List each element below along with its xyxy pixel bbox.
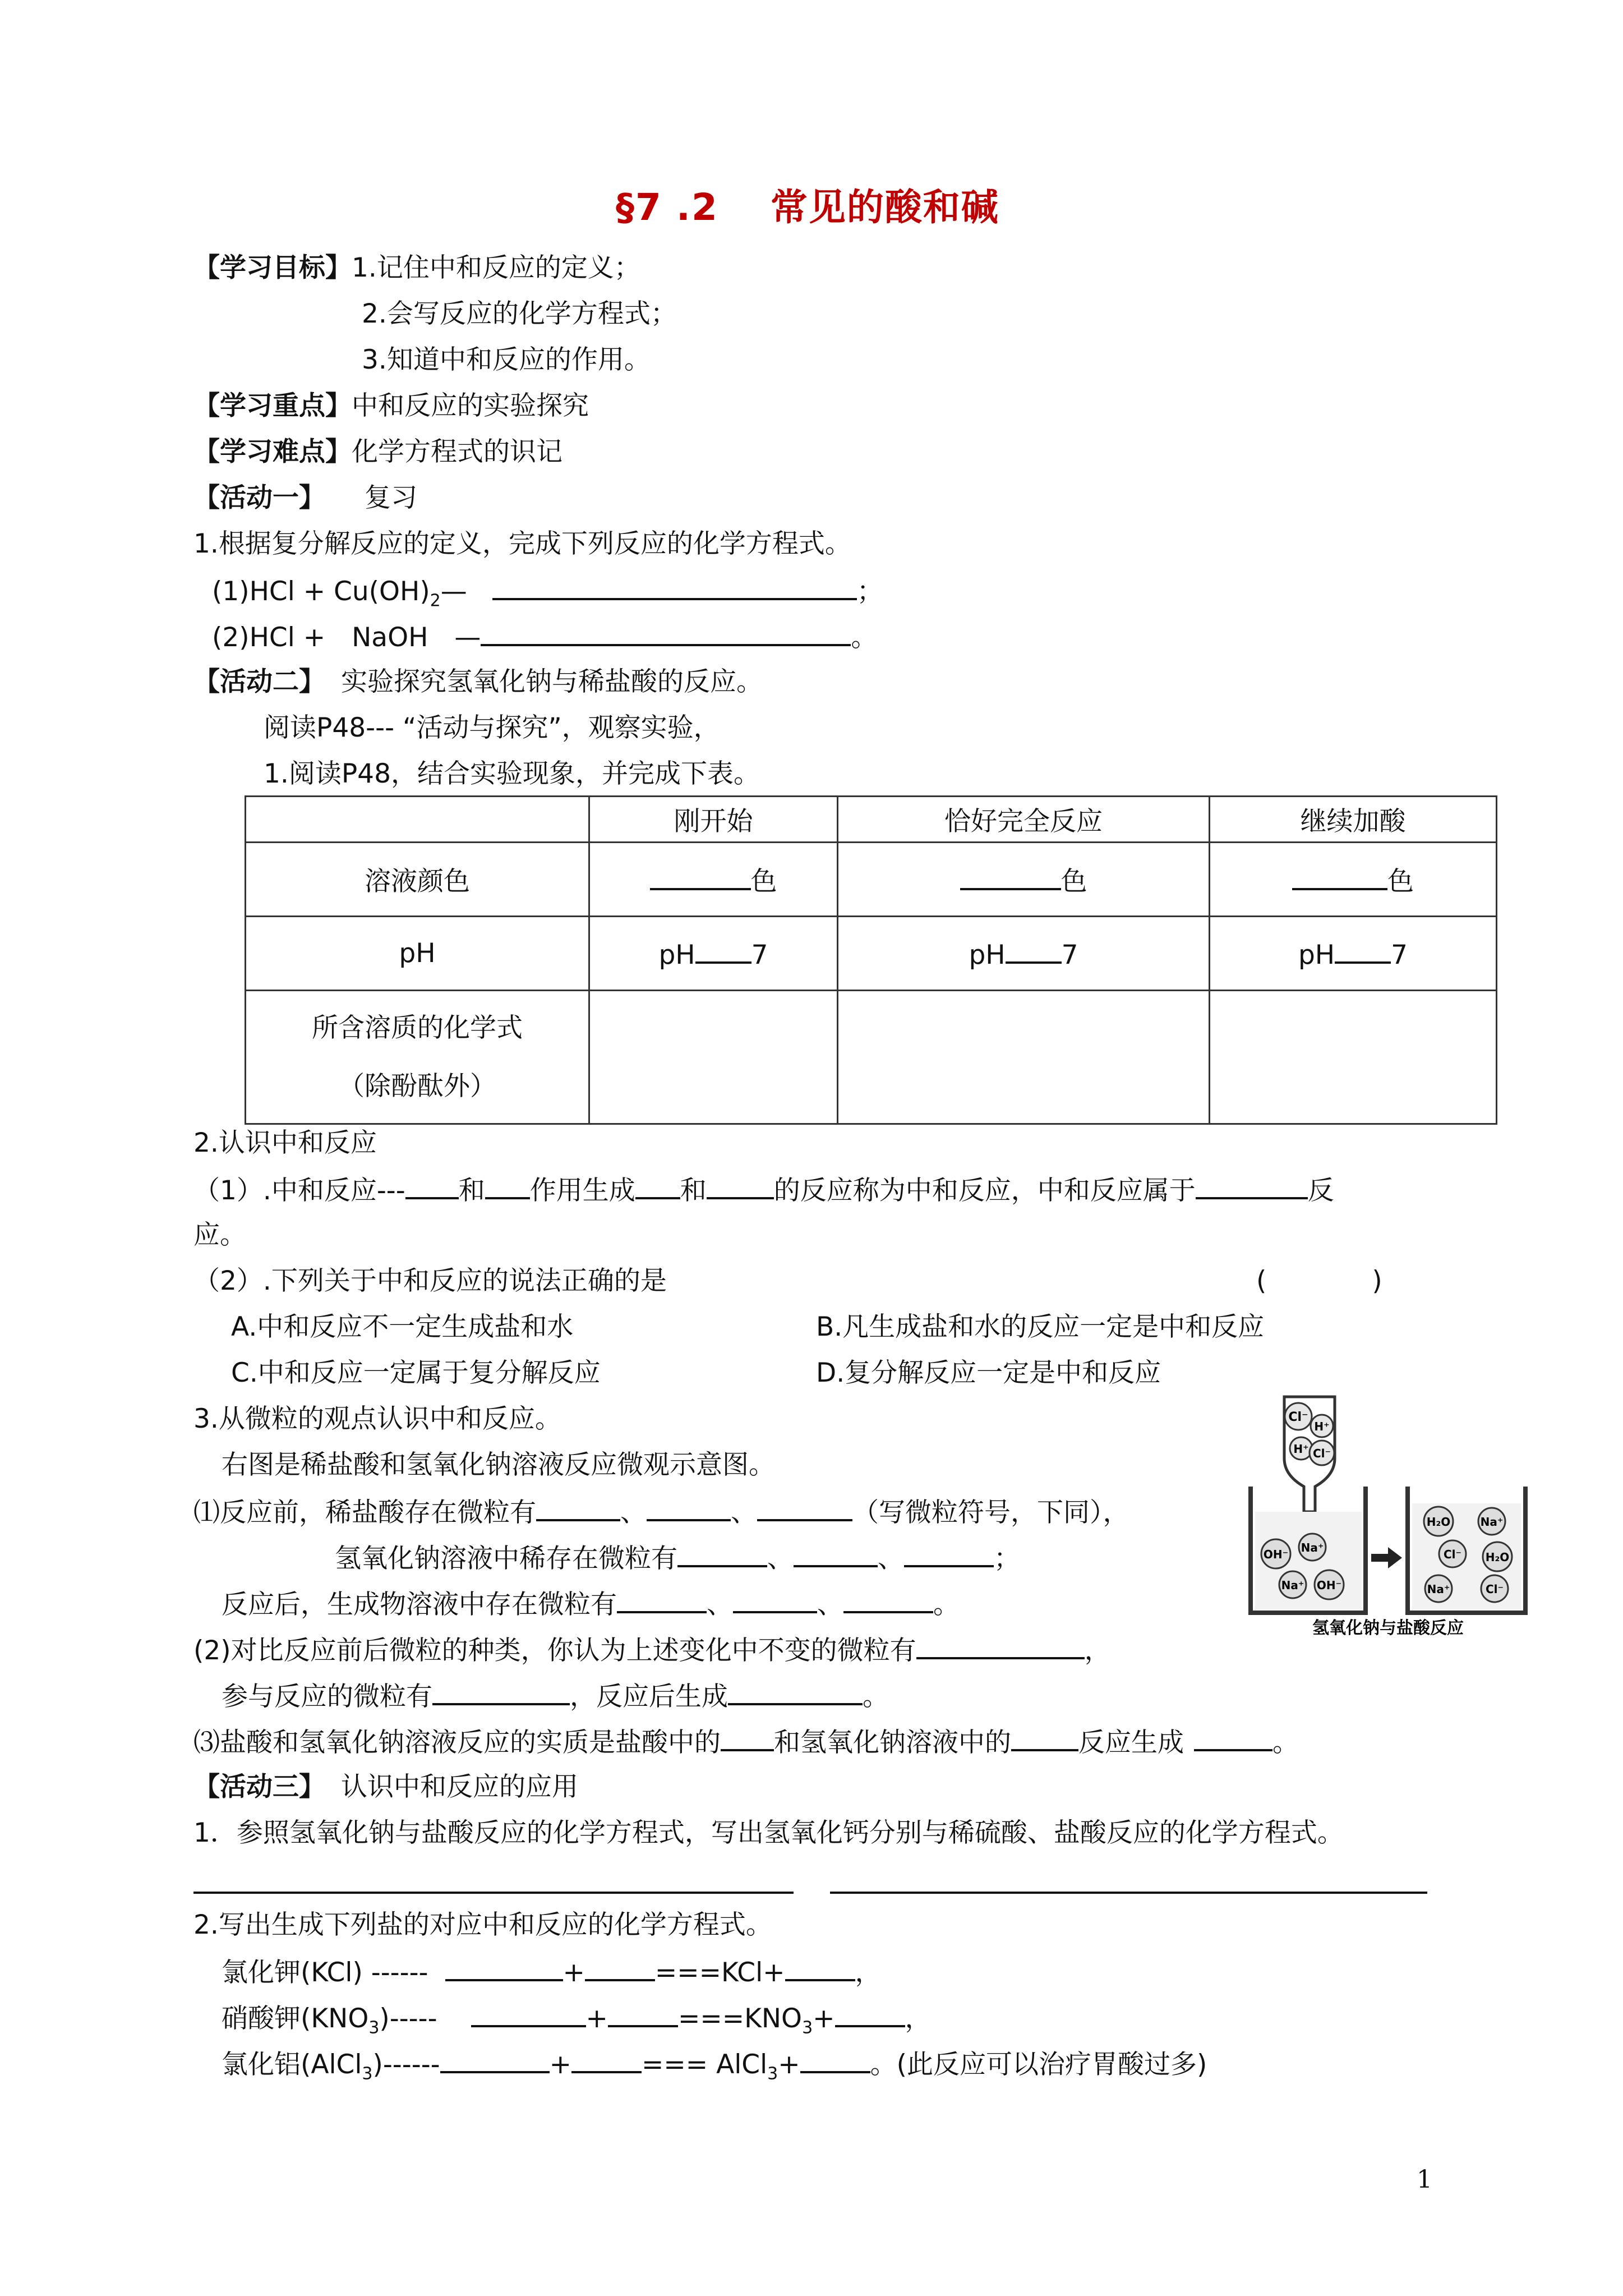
- equation-1-sub: 2: [430, 591, 441, 611]
- funnel-ion-4: Cl⁻: [1312, 1447, 1331, 1460]
- equation-1-dash: —: [440, 576, 467, 607]
- equation-2-end: 。: [851, 622, 878, 653]
- left-ion-2: Na⁺: [1301, 1541, 1324, 1554]
- left-ion-4: OH⁻: [1316, 1579, 1342, 1592]
- answer-line-2[interactable]: [830, 1892, 1427, 1894]
- cell-solute-more[interactable]: [1210, 991, 1497, 1124]
- table-header-exact: 恰好完全反应: [838, 797, 1210, 843]
- activity2-heading: [193, 665, 763, 699]
- blank-acid-particle-3[interactable]: [757, 1494, 852, 1521]
- blank-base-particle-3[interactable]: [904, 1540, 994, 1567]
- q3-1-before-base: 氢氧化钠溶液中稀存在微粒有 、 、 ；: [335, 1540, 1020, 1576]
- cell-ph-more[interactable]: pH 7: [1210, 917, 1497, 991]
- salt-alcl3-equation: 氯化铝(AlCl$_3$)------ + === AlCl$_3$+ 。(此反应可以治疗胃酸过多): [222, 2046, 1207, 2091]
- cell-ph-exact[interactable]: pH 7: [838, 917, 1210, 991]
- page-number: 1: [1417, 2165, 1432, 2194]
- funnel-ion-2: H⁺: [1314, 1420, 1330, 1433]
- blank-alcl3-base[interactable]: [571, 2046, 642, 2073]
- neutralization-definition: （1）.中和反应--- 和 作用生成 和 的反应称为中和反应，中和反应属于 反: [193, 1172, 1334, 1208]
- activity2-q2: 2.认识中和反应: [193, 1128, 377, 1158]
- cell-solute-start[interactable]: [589, 991, 838, 1124]
- difficulty-text: 化学方程式的识记: [352, 436, 562, 467]
- blank-base[interactable]: [485, 1172, 530, 1199]
- page-title: §7 .2 常见的酸和碱: [616, 186, 999, 229]
- option-a[interactable]: A.中和反应不一定生成盐和水: [231, 1312, 574, 1342]
- q3-1-after: 反应后，生成物溶液中存在微粒有 、 、 。: [222, 1586, 960, 1622]
- key-point-label: 【学习重点】: [193, 390, 352, 421]
- blank-reacting[interactable]: [432, 1678, 570, 1705]
- objectives-line-1: [193, 251, 640, 285]
- blank-after-particle-1[interactable]: [617, 1586, 707, 1613]
- right-ion-5: Na⁺: [1427, 1582, 1450, 1596]
- answer-bracket[interactable]: ( ): [1256, 1266, 1382, 1296]
- equation-1-blank[interactable]: [492, 573, 857, 600]
- reaction-diagram: [1245, 1391, 1531, 1638]
- difficulty-label: 【学习难点】: [193, 436, 352, 467]
- blank-kcl-product[interactable]: [785, 1954, 855, 1981]
- activity3-q2: 2.写出生成下列盐的对应中和反应的化学方程式。: [193, 1910, 772, 1940]
- equation-1: [212, 573, 883, 618]
- blank-acid[interactable]: [405, 1172, 459, 1199]
- equation-1-end: ；: [856, 576, 883, 607]
- blank-reaction-type[interactable]: [1196, 1172, 1308, 1199]
- equation-2-text: (2)HCl + NaOH —: [212, 622, 481, 653]
- blank-alcl3-product[interactable]: [800, 2046, 870, 2073]
- blank-essence-product[interactable]: [1194, 1724, 1272, 1751]
- cell-color-more[interactable]: 色: [1210, 843, 1497, 917]
- salt-kno3-equation: 硝酸钾$(KNO_3)----- + ===KNO_3+$ ，: [222, 2000, 932, 2045]
- key-point-line: [193, 389, 589, 423]
- blank-salt[interactable]: [635, 1172, 680, 1199]
- q3-2-reacting: 参与反应的微粒有 ，反应后生成 。: [222, 1678, 889, 1714]
- activity2-q3-intro: 右图是稀盐酸和氢氧化钠溶液反应微观示意图。: [222, 1450, 775, 1480]
- q3-1-before-acid: ⑴反应前，稀盐酸存在微粒有 、 、 （写微粒符号，下同），: [193, 1494, 1129, 1530]
- objective-2: 2.会写反应的化学方程式；: [362, 298, 677, 329]
- row-color-label: 溶液颜色: [246, 843, 589, 917]
- right-ion-4: H₂O: [1485, 1550, 1510, 1564]
- table-header-start: 刚开始: [589, 797, 838, 843]
- activity2-label: 【活动二】: [193, 666, 325, 697]
- row-ph-label: pH: [246, 917, 589, 991]
- activity3-title: 认识中和反应的应用: [341, 1772, 578, 1802]
- activity3-q1: 1．参照氢氧化钠与盐酸反应的化学方程式，写出氢氧化钙分别与稀硫酸、盐酸反应的化学方程式。: [193, 1818, 1344, 1848]
- answer-line-1[interactable]: [193, 1892, 794, 1894]
- left-ion-3: Na⁺: [1281, 1579, 1304, 1592]
- activity1-title: 复习: [365, 482, 417, 513]
- blank-after-particle-3[interactable]: [843, 1586, 933, 1613]
- funnel-ion-1: Cl⁻: [1288, 1410, 1308, 1424]
- right-ion-6: Cl⁻: [1485, 1582, 1504, 1596]
- activity2-read: 阅读P48--- “活动与探究”，观察实验，: [264, 712, 720, 743]
- equation-2: [212, 619, 877, 655]
- left-ion-1: OH⁻: [1263, 1548, 1289, 1561]
- equation-1-text: (1)HCl + Cu(OH): [212, 576, 430, 607]
- blank-acid-particle-1[interactable]: [536, 1494, 620, 1521]
- objectives-label: 【学习目标】: [193, 252, 352, 283]
- option-d[interactable]: D.复分解反应一定是中和反应: [816, 1358, 1161, 1388]
- activity3-heading: [193, 1770, 578, 1804]
- blank-alcl3-acid[interactable]: [440, 2046, 550, 2073]
- table-header-empty: [246, 797, 589, 843]
- option-b[interactable]: B.凡生成盐和水的反应一定是中和反应: [816, 1312, 1265, 1342]
- right-ion-3: Cl⁻: [1443, 1548, 1462, 1561]
- neutralization-definition-cont: 应。: [193, 1220, 246, 1250]
- key-point-text: 中和反应的实验探究: [352, 390, 589, 421]
- right-ion-2: Na⁺: [1480, 1515, 1504, 1529]
- blank-acid-particle-2[interactable]: [647, 1494, 731, 1521]
- cell-solute-exact[interactable]: [838, 991, 1210, 1124]
- experiment-table: [245, 795, 1497, 1125]
- blank-water[interactable]: [707, 1172, 774, 1199]
- blank-kcl-base[interactable]: [585, 1954, 655, 1981]
- objective-3: 3.知道中和反应的作用。: [362, 344, 651, 375]
- option-c[interactable]: C.中和反应一定属于复分解反应: [231, 1358, 601, 1388]
- cell-ph-start[interactable]: pH 7: [589, 917, 838, 991]
- right-ion-1: H₂O: [1426, 1515, 1451, 1529]
- activity2-q2-2: （2）.下列关于中和反应的说法正确的是: [193, 1266, 667, 1296]
- table-header-more-acid: 继续加酸: [1210, 797, 1497, 843]
- blank-kno3-acid[interactable]: [471, 2000, 586, 2027]
- diagram-caption: 氢氧化钠与盐酸反应: [1312, 1618, 1464, 1638]
- blank-base-particle-2[interactable]: [794, 1540, 878, 1567]
- blank-acid-ion[interactable]: [721, 1724, 774, 1751]
- blank-unchanged[interactable]: [916, 1632, 1085, 1659]
- objective-1: 1.记住中和反应的定义；: [352, 252, 640, 283]
- blank-product[interactable]: [728, 1678, 863, 1705]
- salt-kcl-equation: 氯化钾(KCl) ------ + ===KCl+ ，: [222, 1954, 882, 1990]
- activity3-label: 【活动三】: [193, 1772, 325, 1802]
- funnel-ion-3: H⁺: [1293, 1442, 1309, 1456]
- blank-kno3-product[interactable]: [835, 2000, 905, 2027]
- blank-base-particle-1[interactable]: [677, 1540, 767, 1567]
- difficulty-line: [193, 435, 562, 469]
- activity1-heading: [193, 481, 417, 515]
- activity2-q1: 1.阅读P48，结合实验现象，并完成下表。: [264, 758, 760, 789]
- cell-color-exact[interactable]: 色: [838, 843, 1210, 917]
- q3-3-essence: ⑶盐酸和氢氧化钠溶液反应的实质是盐酸中的 和氢氧化钠溶液中的 反应生成 。: [193, 1724, 1299, 1760]
- q3-2-unchanged: (2)对比反应前后微粒的种类，你认为上述变化中不变的微粒有 ，: [193, 1632, 1111, 1668]
- row-solute-label: 所含溶质的化学式 （除酚酞外）: [246, 991, 589, 1124]
- blank-after-particle-2[interactable]: [733, 1586, 817, 1613]
- activity2-title: 实验探究氢氧化钠与稀盐酸的反应。: [341, 666, 763, 697]
- blank-kcl-acid[interactable]: [445, 1954, 563, 1981]
- blank-kno3-base[interactable]: [608, 2000, 678, 2027]
- blank-base-ion[interactable]: [1011, 1724, 1078, 1751]
- activity2-q3: 3.从微粒的观点认识中和反应。: [193, 1404, 561, 1434]
- activity1-label: 【活动一】: [193, 482, 325, 513]
- cell-color-start[interactable]: 色: [589, 843, 838, 917]
- equation-2-blank[interactable]: [481, 619, 851, 646]
- activity1-q1: 1.根据复分解反应的定义，完成下列反应的化学方程式。: [193, 528, 851, 559]
